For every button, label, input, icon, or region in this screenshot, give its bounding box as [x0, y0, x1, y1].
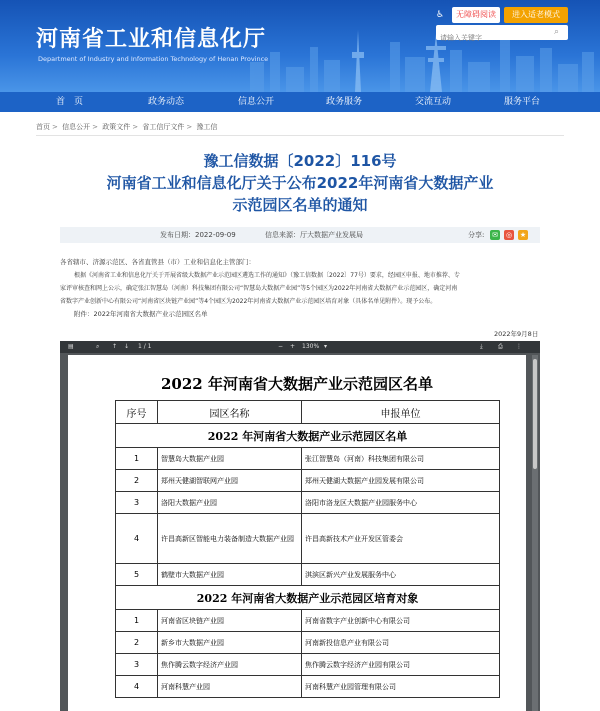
article-meta-bar [60, 227, 540, 243]
table-header-row [116, 401, 500, 424]
breadcrumb: 首页 > 信息公开 > 政策文件 > 省工信厅文件 > 豫工信 [36, 120, 564, 136]
table-row [116, 610, 500, 632]
prev-page-icon[interactable]: ↑ [112, 343, 118, 350]
section-row [116, 424, 500, 448]
body-paragraph-line-2: 家评审核查和网上公示，确定张江智慧岛（河南）科技集团有限公司“智慧岛大数据产业园”等5个园区为2022年河南省大数据产业示范园区，确定河南 [60, 285, 458, 292]
accessibility-button[interactable]: 无障碍阅读 [452, 7, 500, 23]
header-park-name: 园区名称 [158, 401, 302, 424]
zoom-out-icon[interactable]: − [278, 343, 284, 350]
site-subtitle: Department of Industry and Information Technology of Henan Province [38, 55, 269, 63]
applicant-unit: 许昌高新技术产业开发区管委会 [302, 514, 500, 564]
park-name: 郑州天健湖智联网产业园 [158, 470, 302, 492]
breadcrumb-policy-docs[interactable]: 政策文件 [102, 123, 131, 131]
park-name: 焦作腾云数字经济产业园 [158, 654, 302, 676]
page-indicator[interactable]: 1 / 1 [138, 343, 152, 350]
elderly-mode-button[interactable]: 进入适老模式 [504, 7, 568, 23]
accessibility-icon[interactable]: ♿ [436, 10, 445, 20]
scrollbar-thumb[interactable] [533, 359, 537, 469]
nav-government-news[interactable]: 政务动态 [148, 97, 185, 107]
zoom-level[interactable]: 130% [302, 343, 320, 350]
section-demonstration: 2022 年河南省大数据产业示范园区名单 [116, 424, 500, 448]
nav-home[interactable]: 首 页 [56, 97, 84, 107]
title-line-1: 河南省工业和信息化厅关于公布2022年河南省大数据产业 [106, 174, 494, 192]
applicant-unit: 淇滨区新兴产业发展服务中心 [302, 564, 500, 586]
nav-info-disclosure[interactable]: 信息公开 [238, 97, 275, 107]
applicant-unit: 焦作腾云数字经济产业园有限公司 [302, 654, 500, 676]
qzone-share-icon[interactable]: ★ [519, 231, 527, 239]
applicant-unit: 洛阳市洛龙区大数据产业园服务中心 [302, 492, 500, 514]
wechat-share-icon[interactable]: ✉ [490, 230, 500, 240]
download-icon[interactable]: ⤓ [480, 343, 483, 350]
row-number: 4 [116, 676, 158, 698]
pdf-doc-title: 2022 年河南省大数据产业示范园区名单 [161, 375, 433, 393]
table-row [116, 514, 500, 564]
breadcrumb-home[interactable]: 首页 [36, 123, 50, 131]
table-row [116, 676, 500, 698]
zoom-dropdown-icon[interactable]: ▾ [324, 343, 328, 350]
next-page-icon[interactable]: ↓ [124, 343, 130, 350]
nav-gov-services[interactable]: 政务服务 [326, 97, 363, 107]
row-number: 1 [116, 448, 158, 470]
row-number: 3 [116, 654, 158, 676]
applicant-unit: 河南省数字产业创新中心有限公司 [302, 610, 500, 632]
park-name: 鹤壁市大数据产业园 [158, 564, 302, 586]
weibo-share-icon[interactable]: ◎ [505, 231, 513, 239]
pdf-toolbar [60, 341, 540, 353]
search-box [436, 25, 568, 40]
search-icon[interactable]: ⌕ [96, 343, 100, 350]
park-name: 新乡市大数据产业园 [158, 632, 302, 654]
header-applicant: 申报单位 [302, 401, 500, 424]
info-source: 信息来源：厅大数据产业发展局 [265, 231, 363, 239]
row-number: 1 [116, 610, 158, 632]
publish-date: 发布日期：2022-09-09 [160, 231, 236, 239]
applicant-unit: 郑州天健湖大数据产业园发展有限公司 [302, 470, 500, 492]
header-number: 序号 [116, 401, 158, 424]
table-row [116, 470, 500, 492]
doc-number: 豫工信数据〔2022〕116号 [203, 152, 397, 170]
row-number: 2 [116, 470, 158, 492]
park-name: 河南省区块链产业园 [158, 610, 302, 632]
section-row [116, 586, 500, 610]
section-cultivation: 2022 年河南省大数据产业示范园区培育对象 [116, 586, 500, 610]
pdf-page [68, 355, 526, 711]
park-name: 许昌高新区智能电力装备制造大数据产业园 [158, 514, 302, 564]
row-number: 3 [116, 492, 158, 514]
applicant-unit: 河南新投信息产业有限公司 [302, 632, 500, 654]
more-icon[interactable]: ⋮ [516, 343, 522, 350]
pdf-viewer [60, 341, 540, 711]
title-line-2: 示范园区名单的通知 [232, 196, 368, 214]
nav-service-platform[interactable]: 服务平台 [504, 97, 541, 107]
park-name: 河南科慧产业园 [158, 676, 302, 698]
table-row [116, 448, 500, 470]
article-title [0, 150, 600, 216]
pdf-scrollbar[interactable] [532, 355, 538, 711]
row-number: 2 [116, 632, 158, 654]
body-paragraph-line-3: 省数字产业创新中心有限公司“河南省区块链产业园”等4个园区为2022年河南省大数据产业示范园区培育对象（具体名单见附件）。现予公布。 [60, 298, 437, 305]
table-row [116, 564, 500, 586]
share-label: 分享: [468, 231, 485, 239]
site-title[interactable]: 河南省工业和信息化厅 [36, 27, 267, 52]
table-row [116, 654, 500, 676]
table-row [116, 492, 500, 514]
body-paragraph-line-1: 根据《河南省工业和信息化厅关于开展省级大数据产业示范园区遴选工作的通知》（豫工信数据〔2022〕77号）要求，经园区申报、地市推荐、专 [74, 272, 460, 279]
applicant-unit: 河南科慧产业园管理有限公司 [302, 676, 500, 698]
breadcrumb-dept-docs[interactable]: 省工信厅文件 [142, 123, 185, 131]
attachment-link[interactable]: 附件：2022年河南省大数据产业示范园区名单 [74, 310, 208, 318]
sidebar-toggle-icon[interactable]: ▤ [68, 343, 74, 350]
park-name: 洛阳大数据产业园 [158, 492, 302, 514]
nav-interaction[interactable]: 交流互动 [415, 97, 452, 107]
table-row [116, 632, 500, 654]
park-list-table [115, 400, 500, 698]
row-number: 4 [116, 514, 158, 564]
zoom-in-icon[interactable]: + [290, 343, 296, 350]
row-number: 5 [116, 564, 158, 586]
print-icon[interactable]: ⎙ [498, 343, 503, 350]
search-input[interactable] [436, 31, 548, 46]
site-header [0, 0, 600, 92]
breadcrumb-info-disclosure[interactable]: 信息公开 [62, 123, 91, 131]
sign-date: 2022年9月8日 [494, 330, 539, 338]
applicant-unit: 张江智慧岛（河南）科技集团有限公司 [302, 448, 500, 470]
breadcrumb-current[interactable]: 豫工信 [196, 123, 218, 131]
main-nav [0, 92, 600, 112]
salutation: 各省辖市、济源示范区、各省直管县（市）工业和信息化主管部门： [60, 258, 255, 266]
park-name: 智慧岛大数据产业园 [158, 448, 302, 470]
search-icon[interactable]: ⌕ [554, 27, 560, 37]
